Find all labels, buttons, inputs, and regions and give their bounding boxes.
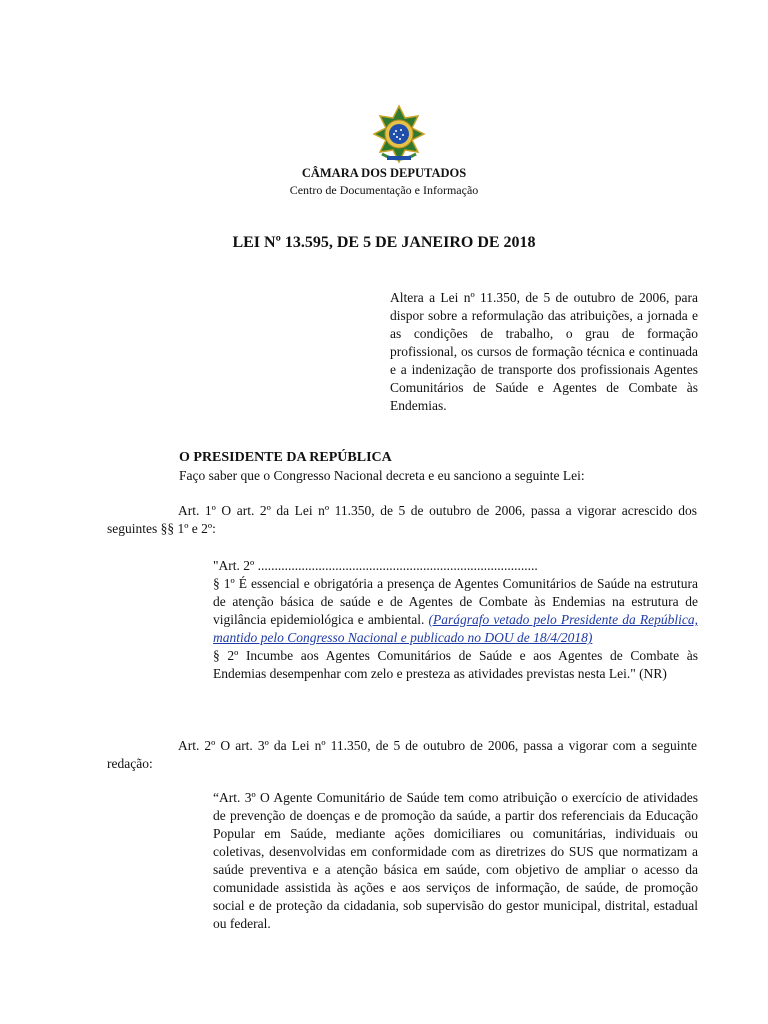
president-heading: O PRESIDENTE DA REPÚBLICA — [179, 450, 392, 465]
article-1-intro — [107, 502, 697, 538]
quote-article-2-head: "Art. 2º — [213, 558, 255, 573]
article-1-quote — [213, 557, 698, 683]
article-2-intro — [107, 737, 697, 773]
veto-note-link[interactable]: (Parágrafo vetado pelo Presidente da República, mantido pelo Congresso Nacional e publicado no DOU de 18/4/2018) — [213, 612, 698, 645]
paragraph-2-text: § 2º Incumbe aos Agentes Comunitários de Saúde e aos Agentes de Combate às Endemias desempenhar com zelo e presteza as atividades previstas nesta Lei." (NR) — [213, 648, 698, 681]
coat-of-arms-seal — [372, 104, 426, 164]
law-ementa: Altera a Lei nº 11.350, de 5 de outubro de 2006, para dispor sobre a reformulação das atribuições, a jornada e as condições de trabalho, o grau de formação profissional, os cursos de formação técnica e continuada e a indenização de transporte dos profissionais Agentes Comunitários de Saúde e Agentes de Combate às Endemias. — [390, 290, 698, 413]
article-2-text: Art. 2º O art. 3º da Lei nº 11.350, de 5 de outubro de 2006, passa a vigorar com a seguinte redação: — [107, 738, 697, 771]
omitted-text-dots: ................................................................................... — [257, 558, 538, 573]
decree-sentence: Faço saber que o Congresso Nacional decreta e eu sanciono a seguinte Lei: — [179, 468, 585, 483]
documentation-center: Centro de Documentação e Informação — [289, 183, 479, 197]
law-title: LEI Nº 13.595, DE 5 DE JANEIRO DE 2018 — [232, 234, 536, 251]
article-1-text: Art. 1º O art. 2º da Lei nº 11.350, de 5 de outubro de 2006, passa a vigorar acrescido dos seguintes §§ 1º e 2º: — [107, 503, 697, 536]
article-2-quote — [213, 789, 698, 933]
chamber-name: CÂMARA DOS DEPUTADOS — [301, 166, 467, 180]
article-3-quote-text: “Art. 3º O Agente Comunitário de Saúde tem como atribuição o exercício de atividades de prevenção de doenças e de promoção da saúde, a partir dos referenciais da Educação Popular em Saúde, mediante ações domiciliares ou comunitárias, individuais ou coletivas, desenvolvidas em conformidade com as diretrizes do SUS que normatizam a saúde preventiva e a atenção básica em saúde, com objetivo de ampliar o acesso da comunidade assistida às ações e aos serviços de informação, de saúde, de promoção social e de proteção da cidadania, sob supervisão do gestor municipal, distrital, estadual ou federal. — [213, 790, 698, 931]
paragraph-1-text: § 1º É essencial e obrigatória a presença de Agentes Comunitários de Saúde na estrutura de atenção básica de saúde e de Agentes de Combate às Endemias na estrutura de vigilância epidemiológica e ambiental. — [213, 576, 698, 627]
